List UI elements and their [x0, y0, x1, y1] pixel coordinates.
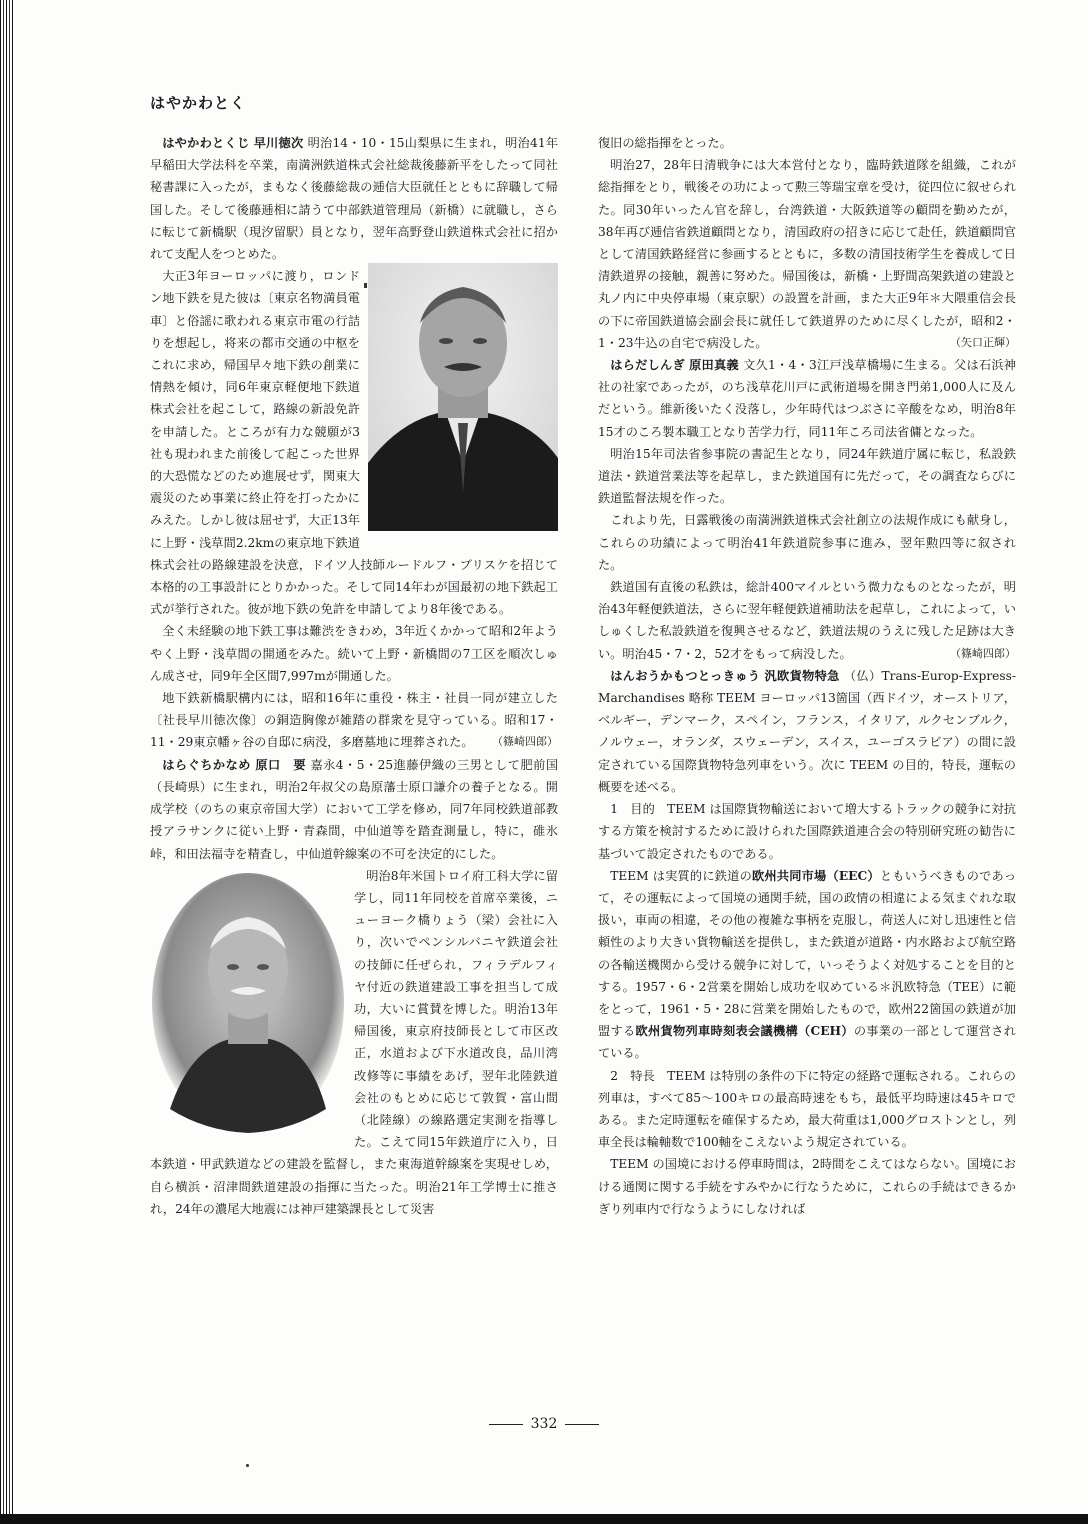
right-column	[598, 132, 1016, 1220]
entry-teem	[598, 665, 1016, 798]
scan-edge-left	[0, 0, 14, 1524]
page-number-text: 332	[530, 1416, 558, 1432]
headword-kanji: 早川徳次	[253, 136, 304, 150]
left-column	[150, 132, 558, 1220]
entry-text: 明治15年司法省参事院の書記生となり，同24年鉄道庁属に転じ，私設鉄道法・鉄道営業法等を起草し，また鉄道国有に先だって，その調査ならびに鉄道監督法規を作った。	[598, 446, 1016, 506]
entry-text: 文久1・4・3江戸浅草橋場に生まる。父は石浜神社の社家であったが，のち浅草花川戸に武術道場を開き門弟1,000人に及んだという。維新後いたく没落し，少年時代はつぶさに辛酸をなめ，明治8年15才のころ製本職工となり苦学力行，同11年ころ司法省傭となった。	[598, 358, 1017, 439]
headword-kanji: 汎欧貨物特急	[764, 668, 840, 683]
cross-reference: 欧州貨物列車時刻表会議機構（CEH）	[635, 1024, 854, 1039]
portrait-haraguchi-photo	[150, 869, 346, 1137]
headword-kanji: 原口 要	[255, 757, 307, 772]
entry-text: 1 目的 TEEM は国際貨物輸送において増大するトラックの競争に対抗する方策を検討するために設けられた国際鉄道連合会の特別研究班の勧告に基づいて設定されたものである。	[598, 802, 1016, 861]
cross-reference: 欧州共同市場（EEC）	[752, 868, 880, 883]
entry-text: （仏）Trans-Europ-Express-Marchandises 略称 TEEM ヨーロッパ13箇国（西ドイツ，オーストリア，ベルギー，デンマーク，スペイン，フランス，イタリア，ルクセンブルク，ノルウェー，オランダ，スウェーデン，スイス，ユーゴスラビア）の間に設定されている国際貨物特急列車をいう。次に TEEM の目的，特長，運転の概要を述べる。	[598, 668, 1017, 794]
entry-text: 明治14・10・15山梨県に生まれ，明治41年早稲田大学法科を卒業，南満洲鉄道株式会社総裁後藤新平をしたって同社秘書課に入ったが，まもなく後藤総裁の逓信大臣就任とともに辞職して帰国した。そして後藤逓相に請うて中部鉄道管理局（新橋）に就職し，さらに転じて新橋駅（現汐留駅）員となり，翌年高野登山鉄道株式会社に招かれて支配人をつとめた。	[150, 136, 559, 262]
entry-text: 2 特長 TEEM は特別の条件の下に特定の経路で運転される。これらの列車は，すべて85～100キロの最高時速をもち，最低平均時速は45キロである。また定時運転を確保するため，最大荷重は1,000グロストンとし，列車全長は輪軸数で100軸をこえないよう規定されている。	[598, 1068, 1016, 1150]
headword: はんおうかもつとっきゅう	[610, 668, 761, 683]
entry-haraguchi	[150, 754, 558, 865]
entry-text-run: 明治27，28年日清戦争には大本営付となり，臨時鉄道隊を組織，これが総指揮をとり，戦後その功によって勲三等瑞宝章を受け，従四位に叙せられた。同30年いったん官を辞し，台湾鉄道・大阪鉄道等の顧問を勤めたが，38年再び逓信省鉄道顧問となり，清国政府の招きに応じて赴任，鉄道顧問官として清国鉄路経営に参画するとともに，多数の清国技術学生を養成して日清鉄道界の接触，親善に努めた。帰国後は，新橋・上野間高架鉄道の建設と丸ノ内に中央停車場（東京駅）の設置を計画，また大正9年＊大隈重信会長の下に帝国鉄道協会副会長に就任して鉄道界のために尽くしたが，昭和2・1・23牛込の自宅で病没した。	[598, 158, 1016, 350]
entry-text: 明治8年米国トロイ府工科大学に留学し，同11年同校を首席卒業後，ニューヨーク橋りょう（梁）会社に入り，次いでペンシルバニヤ鉄道会社の技師に任ぜられ，フィラデルフィヤ付近の鉄道建設工事を担当して成功，大いに賞賛を博した。明治13年帰国後，東京府技師長として市区改正，水道および下水道改良，品川湾改修等に事績をあげ，翌年北陸鉄道会社のもとめに応じて敦賀・富山間（北陸線）の線路選定実測を指導した。こえて同15年鉄道庁に入り，日本鉄道・甲武鉄道などの建設を監督し，また東海道幹線案を実現せしめ，自ら横浜・沼津間鉄道建設の指揮に当たった。明治21年工学博士に推され，24年の濃尾大地震には神戸建築課長として災害	[150, 868, 558, 1216]
author-signature: （篠崎四郎）	[492, 735, 558, 749]
running-head: はやかわとく	[150, 94, 247, 112]
entry-text: 全く未経験の地下鉄工事は難渋をきわめ，3年近くかかって昭和2年ようやく上野・浅草間の開通をみた。続いて上野・新橋間の7工区を順次しゅん成させ，同9年全区間7,997mが開通した。	[150, 624, 558, 683]
entry-text-run: TEEM は実質的に鉄道の	[610, 868, 752, 883]
headword: はやかわとくじ	[162, 136, 250, 150]
page-number	[0, 1416, 1088, 1432]
entry-text	[598, 865, 1016, 1065]
headword: はらだしんぎ	[610, 358, 685, 373]
entry-text	[150, 687, 558, 754]
entry-text: 嘉永4・5・25進藤伊織の三男として肥前国（長崎県）に生まれ，明治2年叔父の島原藩士原口謙介の養子となる。開成学校（のちの東京帝国大学）において工学を修め，同7年同校鉄道部教授アラサンクに従い上野・青森間，中仙道等を踏査測量し，特に，碓氷峠，和田法福寺を精査し，中仙道幹線案の不可を決定的にした。	[150, 757, 559, 861]
entry-text: これより先，日露戦後の南満洲鉄道株式会社創立の法規作成にも献身し，これらの功績によって明治41年鉄道院参事に進み，翌年勲四等に叙された。	[598, 513, 1016, 572]
scan-edge-bottom	[0, 1514, 1088, 1524]
headword-kanji: 原田真義	[689, 358, 739, 373]
portrait-hayakawa-photo	[368, 263, 558, 531]
author-signature: （篠崎四郎）	[950, 646, 1016, 660]
entry-text-run: 鉄道国有直後の私鉄は，総計400マイルという微力なものとなったが，明治43年軽便鉄道法，さらに翌年軽便鉄道補助法を起草し，これによって，いしゅくした私設鉄道を復興させるなど，鉄道法規のうえに残した足跡は大きい。明治45・7・2，52才をもって病没した。	[598, 580, 1016, 661]
folio-rule	[565, 1424, 599, 1425]
entry-text-run: 地下鉄新橋駅構内には，昭和16年に重役・株主・社員一同が建立した〔社長早川徳次像〕の銅造胸像が雑踏の群衆を見守っている。昭和17・11・29東京幡ヶ谷の自邸に病没，多磨墓地に埋葬された。	[150, 691, 558, 750]
entry-text-run: ともいうべきものであって，その運転によって国境の通関手続，国の政情の相違による気まぐれな取扱い，車両の相違，その他の複雑な事柄を克服し，荷送人に対し迅速性と信頼性のより大きい貨物輸送を提供し，また鉄道が道路・内水路および航空路の各輸送機関から受ける競争に対して，いっそうよく対処することを目的とする。1957・6・2営業を開始し成功を収めている＊汎欧特急（TEE）に範をとって，1961・5・28に営業を開始したもので，欧州22箇国の鉄道が加盟する	[598, 868, 1017, 1039]
entry-text-run: の事業の一部として運営されている。	[598, 1024, 1016, 1061]
author-signature: （矢口正輝）	[950, 335, 1016, 349]
entry-text: 大正3年ヨーロッパに渡り，ロンドン地下鉄を見た彼は〔東京名物満員電車〕と俗謡に歌われる東京市電の行詰りを想起し，将来の都市交通の中枢をこれに求め，帰国早々地下鉄の創業に情熱を傾け，同6年東京軽便地下鉄道株式会社を起こして，路線の新設免許を申請した。ところが有力な競願が3社も現われまた前後して起こった世界的大恐慌などのため進展せず，関東大震災のため事業に終止符を打ったかにみえた。しかし彼は屈せず，大正13年に上野・浅草間2.2kmの東京地下鉄道株式会社の路線建設を決意，ドイツ人技師ルードルフ・ブリスケを招じて本格的の工事設計にとりかかった。そして同14年わが国最初の地下鉄起工式が挙行された。彼が地下鉄の免許を申請してより8年後である。	[150, 269, 558, 617]
entry-text	[598, 576, 1016, 665]
entry-harada	[598, 354, 1016, 443]
print-speck	[246, 1464, 249, 1467]
entry-text: 復旧の総指揮をとった。	[598, 136, 732, 150]
folio-rule	[489, 1424, 523, 1425]
entry-text: TEEM の国境における停車時間は，2時間をこえてはならない。国境における通関に関する手続をすみやかに行なうために，これらの手続はできるかぎり列車内で行なうようにしなければ	[598, 1157, 1016, 1216]
headword: はらぐちかなめ	[162, 757, 251, 772]
entry-hayakawa	[150, 132, 558, 265]
entry-text	[598, 154, 1016, 354]
